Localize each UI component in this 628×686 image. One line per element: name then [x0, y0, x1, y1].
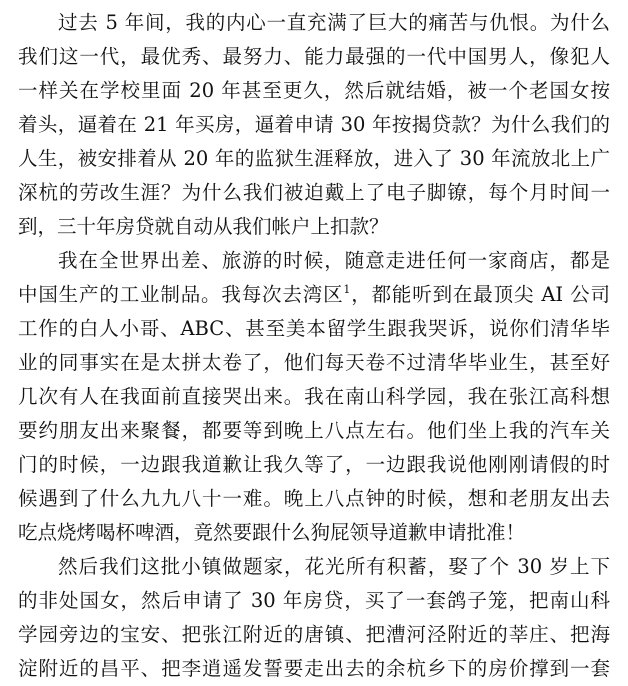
text-line: 学园旁边的宝安、把张江附近的唐镇、把漕河泾附近的莘庄、把海: [18, 623, 610, 646]
text-line: 我们这一代，最优秀、最努力、能力最强的一代中国男人，像犯人: [18, 45, 610, 68]
text-line: 门的时候，一边跟我道歉让我久等了，一边跟我说他刚刚请假的时: [18, 453, 610, 476]
text-segment: ，都能听到在最顶尖 AI 公司: [350, 283, 610, 306]
text-line: 候遇到了什么九九八十一难。晚上八点钟的时候，想和老朋友出去: [18, 487, 610, 510]
text-line: 几次有人在我面前直接哭出来。我在南山科学园，我在张江高科想: [18, 385, 610, 408]
text-line: 的非处国女，然后申请了 30 年房贷，买了一套鸽子笼，把南山科: [18, 589, 610, 612]
text-line: 深杭的劳改生涯？为什么我们被迫戴上了电子脚镣，每个月时间一: [18, 181, 610, 204]
text-line: 过去 5 年间，我的内心一直充满了巨大的痛苦与仇恨。为什么: [58, 11, 610, 34]
paragraph-1: [18, 6, 610, 244]
text-segment: 中国生产的工业制品。我每次去湾区: [18, 283, 344, 306]
text-line: 淀附近的昌平、把李逍遥发誓要走出去的余杭乡下的房价撑到一套: [18, 657, 610, 680]
text-line: 到，三十年房贷就自动从我们帐户上扣款？: [18, 215, 389, 238]
text-line: 吃点烧烤喝杯啤酒，竟然要跟什么狗屁领导道歉申请批准！: [18, 521, 526, 544]
text-line: 工作的白人小哥、ABC、甚至美本留学生跟我哭诉，说你们清华毕: [18, 317, 610, 340]
text-line: 一样关在学校里面 20 年甚至更久，然后就结婚，被一个老国女按: [18, 79, 610, 102]
text-line: 我在全世界出差、旅游的时候，随意走进任何一家商店，都是: [58, 249, 610, 272]
footnote-mark: 1: [343, 283, 351, 296]
text-line: 着头，逼着在 21 年买房，逼着申请 30 年按揭贷款？为什么我们的: [18, 113, 610, 136]
text-line: 然后我们这批小镇做题家，花光所有积蓄，娶了个 30 岁上下: [58, 555, 610, 578]
paragraph-2: [18, 244, 610, 550]
text-line-with-footnote: [18, 278, 610, 312]
paragraph-3: [18, 550, 610, 686]
text-line: 业的同事实在是太拼太卷了，他们每天卷不过清华毕业生，甚至好: [18, 351, 610, 374]
text-line: 要约朋友出来聚餐，都要等到晚上八点左右。他们坐上我的汽车关: [18, 419, 610, 442]
text-line: 人生，被安排着从 20 年的监狱生涯释放，进入了 30 年流放北上广: [18, 147, 610, 170]
